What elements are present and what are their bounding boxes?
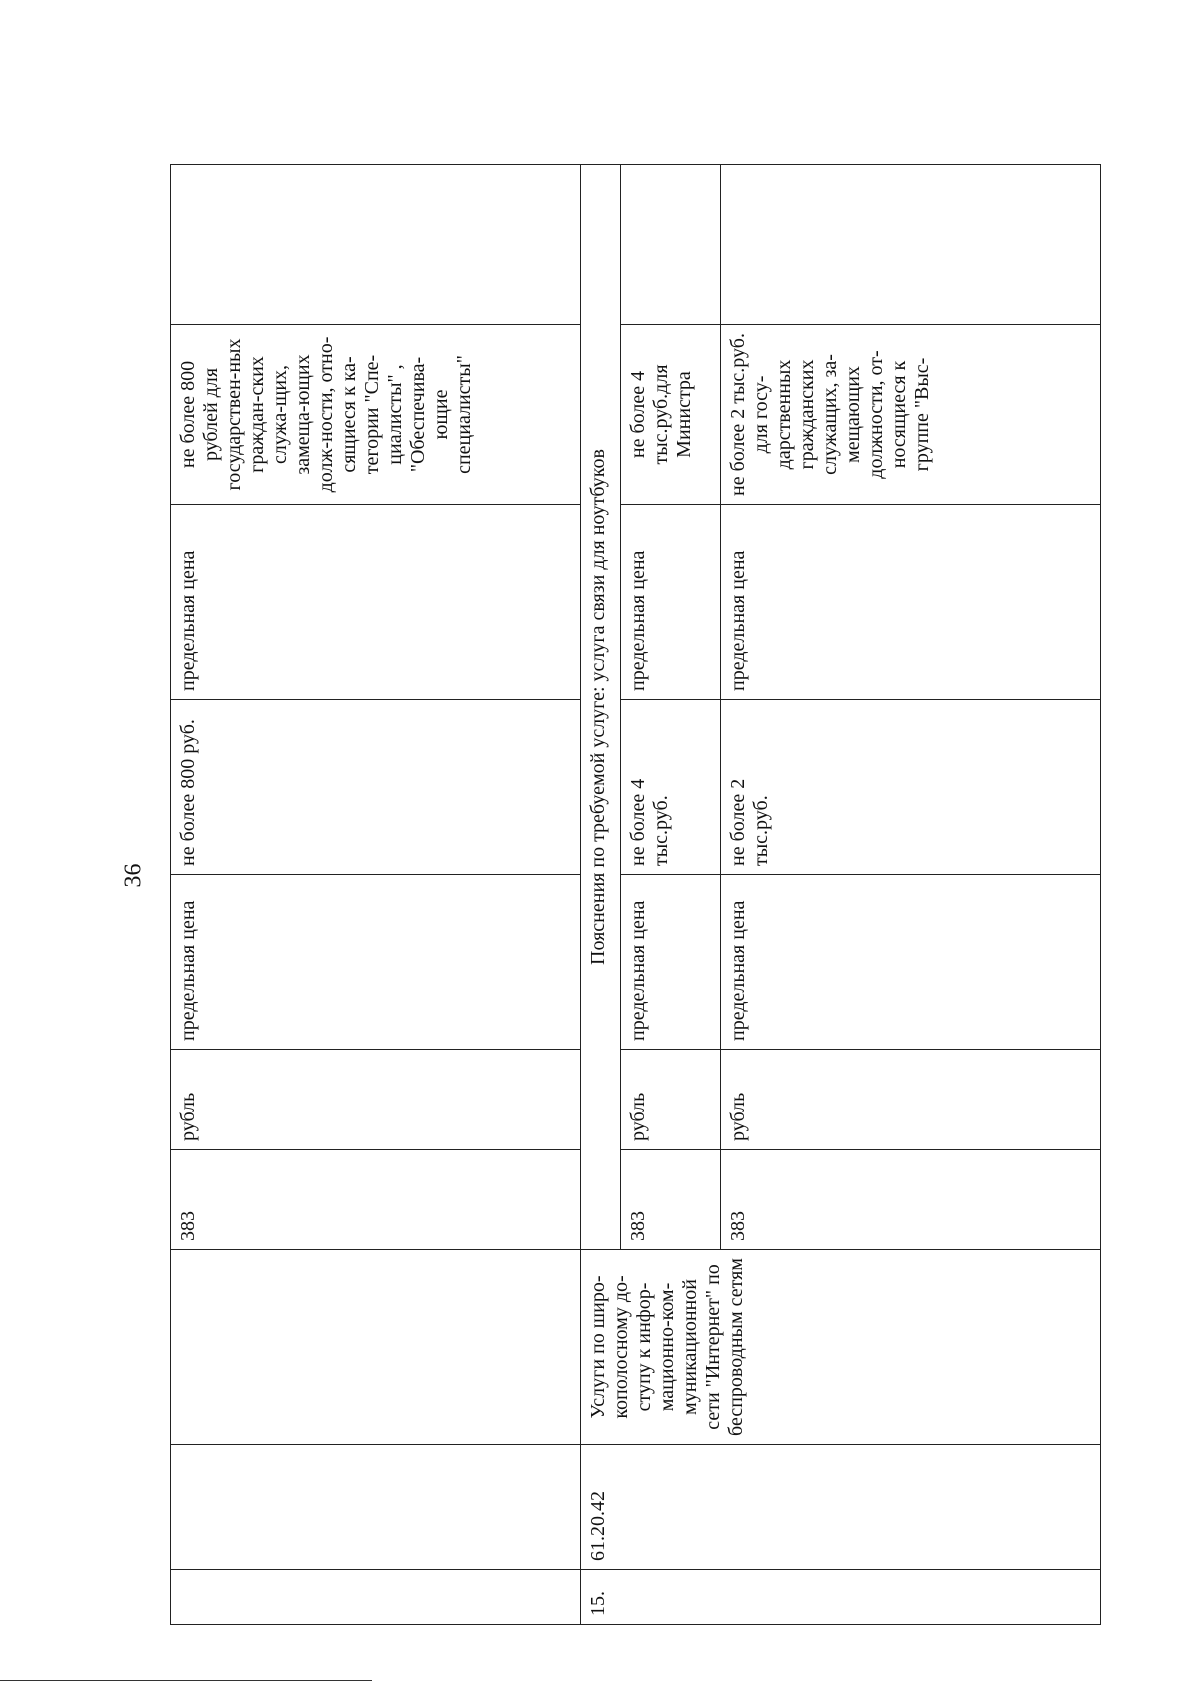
section-header: Пояснения по требуемой услуге: услуга связи для ноутбуков xyxy=(581,165,621,1250)
cell-char1: предельная цена xyxy=(621,875,721,1050)
cell-extra xyxy=(621,165,721,325)
cell-okei: 383 xyxy=(171,1150,581,1250)
cell-unit: рубль xyxy=(171,1050,581,1150)
cell-extra xyxy=(171,165,581,325)
cell-num: 15. xyxy=(581,1570,1101,1625)
cell-num xyxy=(171,1570,581,1625)
cell-code: 61.20.42 xyxy=(581,1445,1101,1570)
rotated-table-wrapper xyxy=(170,165,1100,1625)
cell-val1: не более 800 руб. xyxy=(171,700,581,875)
table-row xyxy=(581,165,621,1625)
price-norms-table xyxy=(170,164,1101,1625)
cell-val2: не более 2 тыс.руб. для госу-дарственных гражданских служащих, за-мещающих должности, от-носящиеся к группе "Выс- xyxy=(721,325,1101,505)
cell-char2: предельная цена xyxy=(621,505,721,700)
cell-code xyxy=(171,1445,581,1570)
page-number: 36 xyxy=(120,863,147,888)
cell-unit: рубль xyxy=(621,1050,721,1150)
cell-val2: не более 4 тыс.руб.для Министра xyxy=(621,325,721,505)
cell-val1: не более 2 тыс.руб. xyxy=(721,700,1101,875)
table-row xyxy=(171,165,581,1625)
cell-extra xyxy=(721,165,1101,325)
cell-unit: рубль xyxy=(721,1050,1101,1150)
cell-char2: предельная цена xyxy=(171,505,581,700)
cell-char2: предельная цена xyxy=(721,505,1101,700)
cell-name: Услуги по широ-кополосному до-ступу к инфор-мационно-ком-муникационной сети "Интернет" по беспроводным сетям xyxy=(581,1250,1101,1445)
cell-okei: 383 xyxy=(721,1150,1101,1250)
cell-val2: не более 800 рублей для государствен-ных граждан-ских служа-щих, замеща-ющих долж-ности, отно-сящиеся к ка-тегории "Спе-циалисты" , "Обеспечива-ющие специалисты" xyxy=(171,325,581,505)
cell-char1: предельная цена xyxy=(171,875,581,1050)
cell-okei: 383 xyxy=(621,1150,721,1250)
footer-divider xyxy=(0,1680,372,1681)
cell-val1: не более 4 тыс.руб. xyxy=(621,700,721,875)
cell-name xyxy=(171,1250,581,1445)
cell-char1: предельная цена xyxy=(721,875,1101,1050)
